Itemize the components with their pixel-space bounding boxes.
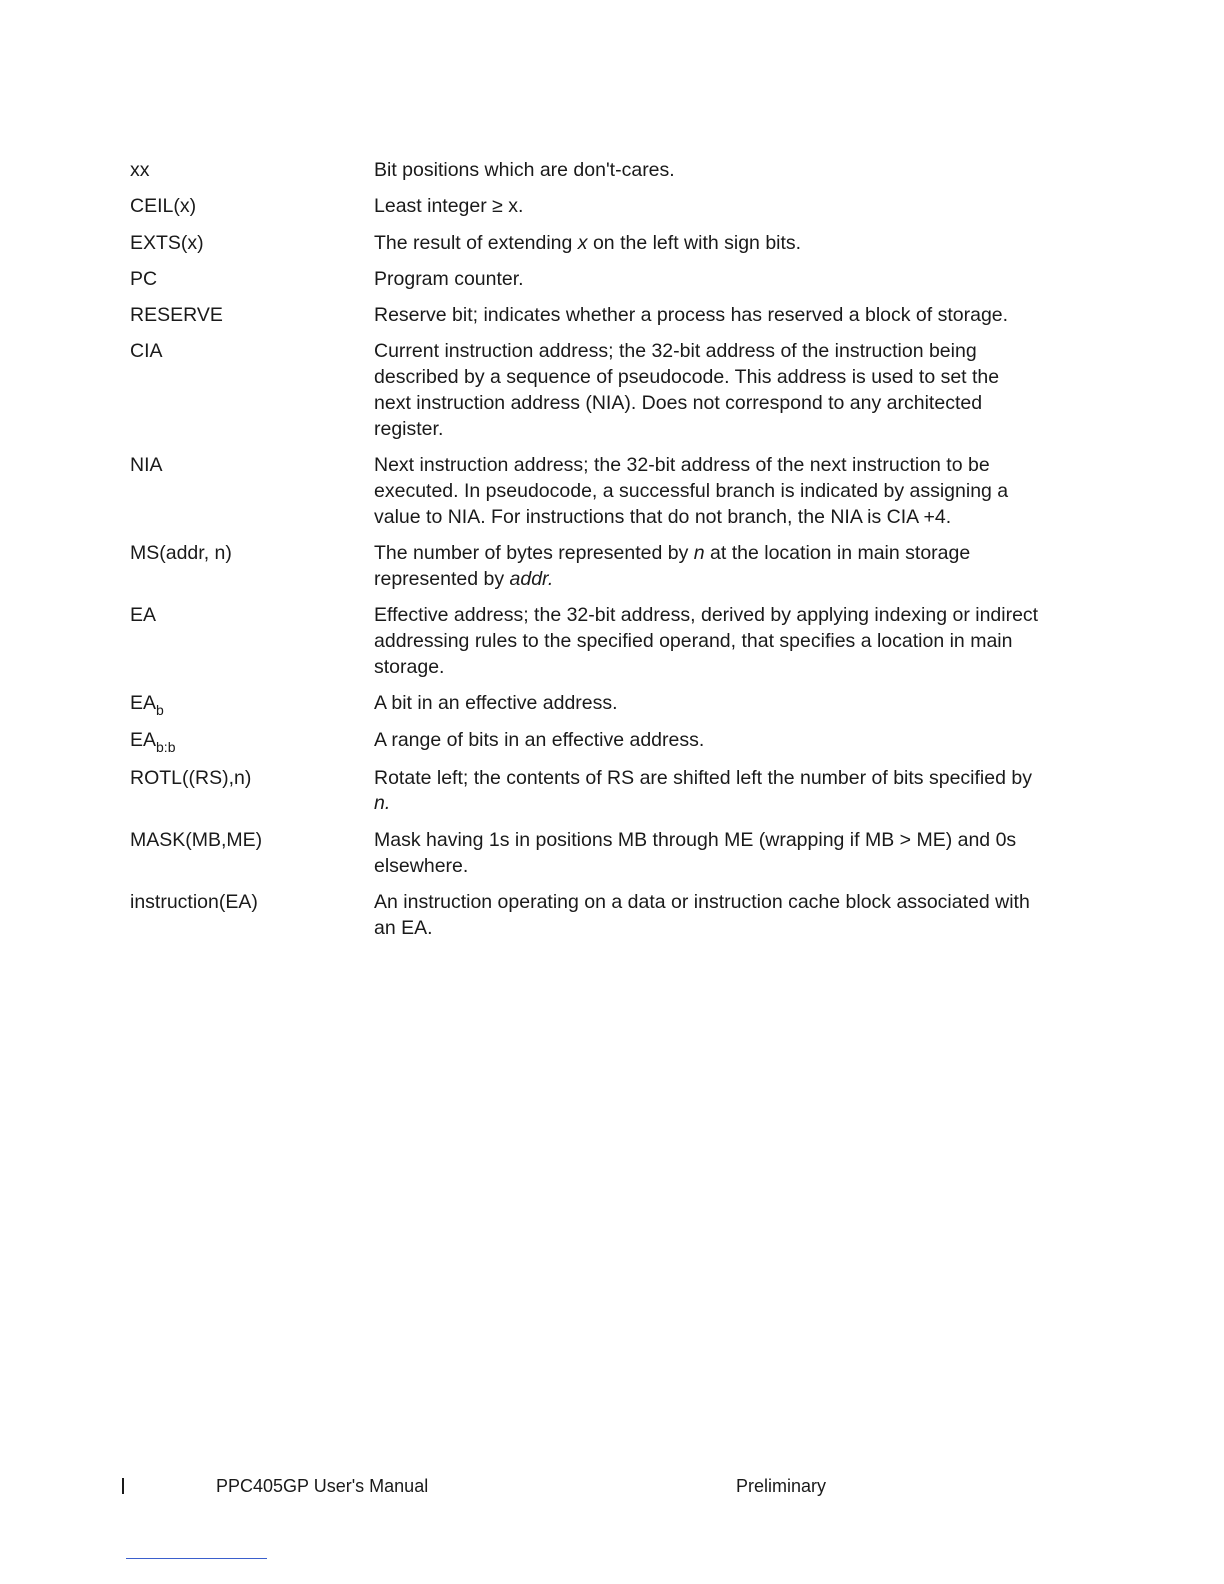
definition-row xyxy=(130,231,1040,267)
definition-row xyxy=(130,603,1040,691)
definition-term: NIA xyxy=(130,454,163,477)
bottom-rule xyxy=(126,1558,267,1559)
definition-description xyxy=(374,766,1040,828)
definition-term: EXTS(x) xyxy=(130,231,204,254)
italic-variable: n xyxy=(693,542,705,565)
term-base: EA xyxy=(130,692,157,715)
definition-term: MASK(MB,ME) xyxy=(130,828,263,851)
definition-term: instruction(EA) xyxy=(130,890,258,913)
text-run: on the left with sign bits. xyxy=(587,231,802,254)
definition-row xyxy=(130,303,1040,339)
footer-status: Preliminary xyxy=(736,1476,827,1496)
italic-variable: addr. xyxy=(509,567,554,590)
definition-term: xx xyxy=(130,159,150,181)
definition-description: An instruction operating on a data or instruction cache block associated with an EA. xyxy=(374,890,1030,939)
definition-row xyxy=(130,339,1040,453)
definition-row xyxy=(130,194,1040,230)
definition-term xyxy=(130,691,374,728)
definition-description xyxy=(374,541,1040,603)
text-run: The result of extending xyxy=(374,231,578,254)
definition-description: A bit in an effective address. xyxy=(374,692,618,715)
definition-term: CEIL(x) xyxy=(130,195,197,218)
definition-row xyxy=(130,828,1040,890)
text-run: at the location in main storage represented by xyxy=(374,542,971,590)
italic-variable: n. xyxy=(374,792,391,815)
text-run: The number of bytes represented by xyxy=(374,542,694,565)
term-subscript: b xyxy=(156,702,164,719)
definition-row xyxy=(130,267,1040,303)
definition-description: Effective address; the 32-bit address, derived by applying indexing or indirect addressing rules to the specified operand, that specifies a location in main storage. xyxy=(374,604,1039,678)
term-subscript: b:b xyxy=(156,739,176,756)
definition-term: CIA xyxy=(130,340,163,363)
definition-description: Bit positions which are don't-cares. xyxy=(374,159,675,181)
definition-term: RESERVE xyxy=(130,304,223,327)
definition-row xyxy=(130,766,1040,828)
change-bar xyxy=(122,1478,124,1494)
definition-term: ROTL((RS),n) xyxy=(130,766,252,789)
definition-description: Next instruction address; the 32-bit address of the next instruction to be executed. In pseudocode, a successful branch is indicated by assigning a value to NIA. For instructions that do not branch, the NIA is CIA +4. xyxy=(374,454,1009,528)
definition-row xyxy=(130,541,1040,603)
text-run: Rotate left; the contents of RS are shifted left the number of bits specified by xyxy=(374,766,1032,789)
definition-term: PC xyxy=(130,267,158,290)
definition-description: Program counter. xyxy=(374,267,524,290)
definitions-table xyxy=(130,158,1040,952)
definition-term: MS(addr, n) xyxy=(130,542,232,565)
definition-term: EA xyxy=(130,604,157,627)
definition-row xyxy=(130,728,1040,765)
definition-term xyxy=(130,728,374,765)
footer-manual-title: PPC405GP User's Manual xyxy=(216,1476,429,1496)
definition-row xyxy=(130,158,1040,194)
italic-variable: x xyxy=(577,231,588,254)
term-base: EA xyxy=(130,729,157,752)
definition-description xyxy=(374,231,1040,267)
definition-description: Reserve bit; indicates whether a process has reserved a block of storage. xyxy=(374,304,1009,327)
definition-description: Least integer ≥ x. xyxy=(374,195,524,218)
definition-description: A range of bits in an effective address. xyxy=(374,729,705,752)
definition-row xyxy=(130,890,1040,952)
definition-row xyxy=(130,691,1040,728)
definition-description: Current instruction address; the 32-bit address of the instruction being described by a sequence of pseudocode. This address is used to set the next instruction address (NIA). Does not correspond to any architected register. xyxy=(374,340,1000,440)
definition-description: Mask having 1s in positions MB through ME (wrapping if MB > ME) and 0s elsewhere. xyxy=(374,828,1017,877)
definition-row xyxy=(130,453,1040,541)
